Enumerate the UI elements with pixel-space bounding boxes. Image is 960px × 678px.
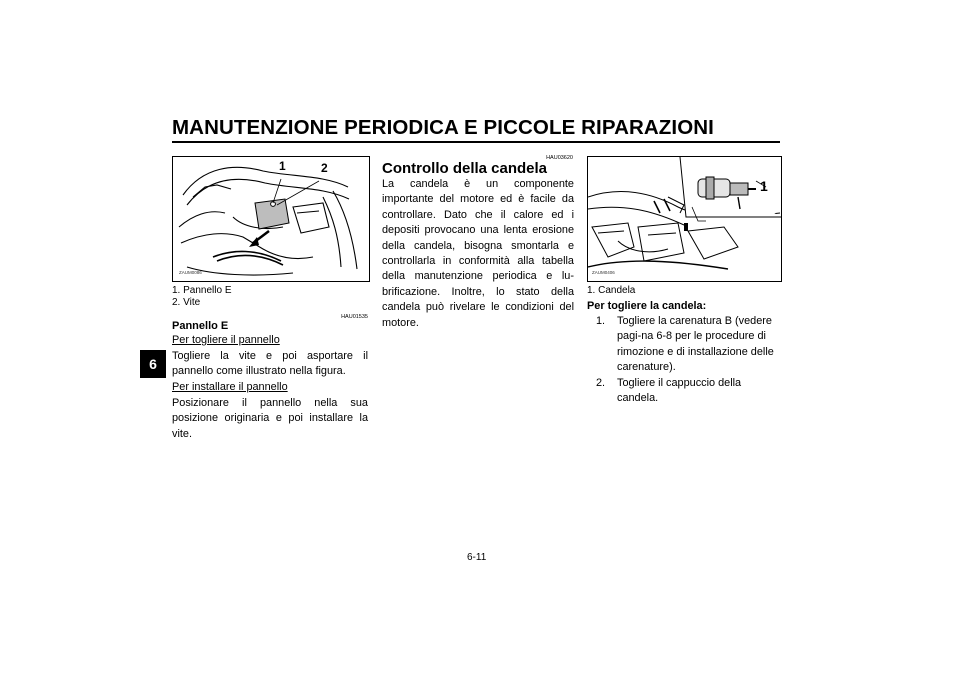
section-heading-spark-plug: Controllo della candela <box>382 160 548 177</box>
install-panel-title: Per installare il pannello <box>172 381 288 393</box>
callout-2: 2 <box>321 161 328 175</box>
chapter-tab: 6 <box>140 350 166 378</box>
page-number: 6-11 <box>467 552 487 563</box>
spark-plug-paragraph: La candela è un componente importante del motore ed è facile da controllare. Dato che il calore ed i depositi provocano una lenta erosione della candela, bisogna smontarla e controllarla in conformità alla tabella della manutenzione periodica e lu-brificazione. Inoltre, lo stato della candela può rivelare le condizioni del motore. <box>382 178 574 329</box>
section-heading-panel-e: Pannello E <box>172 320 229 332</box>
step-number: 1. <box>596 315 606 327</box>
step-item <box>596 314 782 376</box>
page-title: MANUTENZIONE PERIODICA E PICCOLE RIPARAZIONI <box>172 116 714 139</box>
panel-e-illustration <box>173 157 369 281</box>
title-rule <box>172 141 780 143</box>
procedure-title: Per togliere la candela: <box>587 300 707 312</box>
step-item <box>596 376 782 407</box>
callout-1: 1 <box>760 178 768 194</box>
remove-panel-text: Togliere la vite e poi asportare il pannello come illustrato nella figura. <box>172 350 368 378</box>
procedure-steps <box>596 314 782 406</box>
callout-1: 1 <box>279 159 286 173</box>
ref-code: HAU01535 <box>341 314 368 320</box>
figure-code: ZAUM0406 <box>592 270 615 275</box>
step-number: 2. <box>596 376 606 389</box>
ref-code: HAU03620 <box>546 155 573 161</box>
panel-e-figure <box>172 156 370 282</box>
install-panel-text: Posizionare il pannello nella sua posizione originaria e poi installare la vite. <box>172 397 368 440</box>
caption-screw: 2. Vite <box>172 297 201 308</box>
figure-code: ZAUM0086 <box>179 270 202 275</box>
caption-spark-plug: 1. Candela <box>587 285 636 296</box>
step-text: Togliere il cappuccio della candela. <box>617 376 742 405</box>
caption-panel-e: 1. Pannello E <box>172 285 232 296</box>
step-text: Togliere la carenatura B (vedere pagi-na 6-8 per le procedure di rimozione e di installazione delle carenature). <box>617 315 774 374</box>
spark-plug-figure <box>587 156 782 282</box>
spark-plug-illustration <box>588 157 781 281</box>
remove-panel-title: Per togliere il pannello <box>172 334 280 346</box>
